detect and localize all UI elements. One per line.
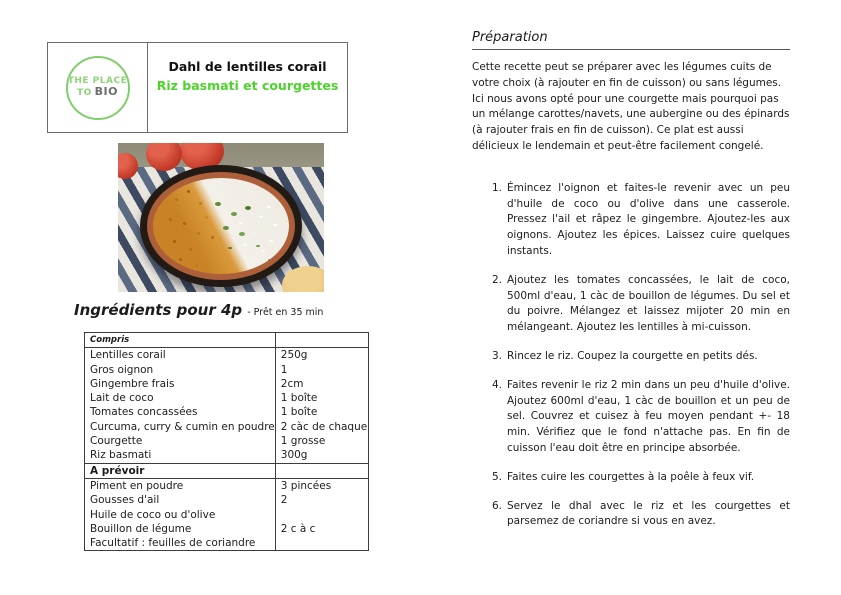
preparation-intro: Cette recette peut se préparer avec les légumes cuits de votre choix (à rajouter en fin de cuisson) ou sans légumes. Ici nous avons opté pour une courgette mais pourquoi pas un mélange carottes/navets, une aubergine ou des épinards (à rajouter frais en fin de cuisson). Ce plat est aussi délicieux le lendemain et peut-être facilement congelé. xyxy=(472,61,790,152)
step-text: Faites cuire les courgettes à la poêle à feux vif. xyxy=(507,470,755,483)
ingredient-name: Facultatif : feuilles de coriandre xyxy=(85,536,276,551)
ingredient-qty: 300g xyxy=(275,448,368,463)
ingredient-qty xyxy=(275,536,368,551)
step-number: 4. xyxy=(492,378,503,391)
logo-bio: BIO xyxy=(94,85,118,98)
rice-decor xyxy=(267,206,271,208)
step-number: 1. xyxy=(492,181,503,194)
table-row xyxy=(85,363,369,377)
step-number: 3. xyxy=(492,349,503,362)
step-text: Faites revenir le riz 2 min dans un peu d'huile d'olive. Ajoutez 600ml d'eau, 1 càc de bouillon et un peu de sel. Couvrez et cuisez à feu moyen pendant +- 18 min. Vérifiez que le fond n'attache pas. En fin de cuisson l'eau doit être en principe absorbée. xyxy=(507,378,790,454)
step-number: 5. xyxy=(492,470,503,483)
ingredient-name: Lentilles corail xyxy=(85,348,276,363)
step-item xyxy=(492,181,790,260)
ingredient-qty: 250g xyxy=(275,348,368,363)
recipe-title: Dahl de lentilles corail xyxy=(168,59,327,74)
ingredient-name: Bouillon de légume xyxy=(85,522,276,536)
plate-decor xyxy=(147,172,295,280)
section-header: Compris xyxy=(85,333,276,348)
brand-logo xyxy=(48,43,148,132)
step-text: Émincez l'oignon et faites-le revenir avec un peu d'huile de coco ou d'olive dans une casserole. Pressez l'ail et râpez le gingembre. Ajoutez-les aux oignons. Ajoutez les épices. Laissez cuire quelques instants. xyxy=(507,181,790,257)
ingredient-name: Gros oignon xyxy=(85,363,276,377)
ingredient-name: Piment en poudre xyxy=(85,478,276,493)
section-header-qty xyxy=(275,463,368,478)
bowl-decor xyxy=(140,165,302,287)
table-row xyxy=(85,391,369,405)
ingredient-name: Curcuma, curry & cumin en poudre xyxy=(85,420,276,434)
ingredient-qty: 2 xyxy=(275,493,368,507)
step-text: Rincez le riz. Coupez la courgette en petits dés. xyxy=(507,349,758,362)
step-item xyxy=(492,378,790,457)
step-text: Servez le dhal avec le riz et les courgettes et parsemez de coriandre si vous en avez. xyxy=(507,499,790,528)
table-row xyxy=(85,420,369,434)
step-text: Ajoutez les tomates concassées, le lait de coco, 500ml d'eau, 1 càc de bouillon de légumes. Du sel et du poivre. Mélangez et laissez mijoter 20 min en mélangeant. Ajoutez les lentilles à mi-cuisson. xyxy=(507,273,790,334)
food-decor xyxy=(153,178,289,274)
ingredient-qty: 1 boîte xyxy=(275,405,368,419)
table-row xyxy=(85,508,369,522)
ingredients-title: Ingrédients pour 4p xyxy=(74,301,243,319)
step-item xyxy=(492,470,790,486)
logo-text-line2 xyxy=(77,86,118,98)
ingredient-qty: 2 c à c xyxy=(275,522,368,536)
table-row xyxy=(85,478,369,493)
ingredient-qty: 2 càc de chaque xyxy=(275,420,368,434)
ingredients-table xyxy=(84,332,369,551)
ingredient-qty: 1 boîte xyxy=(275,391,368,405)
logo-text-line1: THE PLACE xyxy=(67,75,128,86)
ingredients-heading xyxy=(74,300,323,319)
section-header-row xyxy=(85,463,369,478)
table-row xyxy=(85,348,369,363)
section-header-row xyxy=(85,333,369,348)
header-box xyxy=(47,42,348,133)
table-row xyxy=(85,493,369,507)
naan-decor xyxy=(282,266,324,292)
step-item xyxy=(492,273,790,336)
ingredients-subtitle: - Prêt en 35 min xyxy=(247,307,324,318)
recipe-photo xyxy=(118,143,324,292)
section-header-qty xyxy=(275,333,368,348)
recipe-subtitle: Riz basmati et courgettes xyxy=(156,78,339,93)
ingredient-qty: 3 pincées xyxy=(275,478,368,493)
ingredient-qty xyxy=(275,508,368,522)
section-header: A prévoir xyxy=(85,463,276,478)
table-row xyxy=(85,405,369,419)
step-item xyxy=(492,499,790,531)
ingredient-qty: 2cm xyxy=(275,377,368,391)
table-row xyxy=(85,448,369,463)
title-cell xyxy=(148,43,347,132)
table-row xyxy=(85,377,369,391)
ingredient-qty: 1 grosse xyxy=(275,434,368,448)
tomato-decor xyxy=(118,153,138,179)
ingredient-name: Courgette xyxy=(85,434,276,448)
logo-circle xyxy=(66,56,130,120)
table-row xyxy=(85,434,369,448)
ingredient-name: Gingembre frais xyxy=(85,377,276,391)
logo-to: TO xyxy=(77,88,92,98)
ingredient-name: Tomates concassées xyxy=(85,405,276,419)
dahl-decor xyxy=(161,192,164,195)
ingredient-name: Gousses d'ail xyxy=(85,493,276,507)
table-row xyxy=(85,536,369,551)
preparation-section xyxy=(472,30,790,543)
ingredient-qty: 1 xyxy=(275,363,368,377)
step-item xyxy=(492,349,790,365)
ingredient-name: Lait de coco xyxy=(85,391,276,405)
table-row xyxy=(85,522,369,536)
step-number: 6. xyxy=(492,499,503,512)
step-number: 2. xyxy=(492,273,503,286)
coriander-decor xyxy=(215,202,221,206)
preparation-heading: Préparation xyxy=(472,30,790,50)
preparation-steps xyxy=(472,181,790,530)
ingredient-name: Riz basmati xyxy=(85,448,276,463)
ingredient-name: Huile de coco ou d'olive xyxy=(85,508,276,522)
